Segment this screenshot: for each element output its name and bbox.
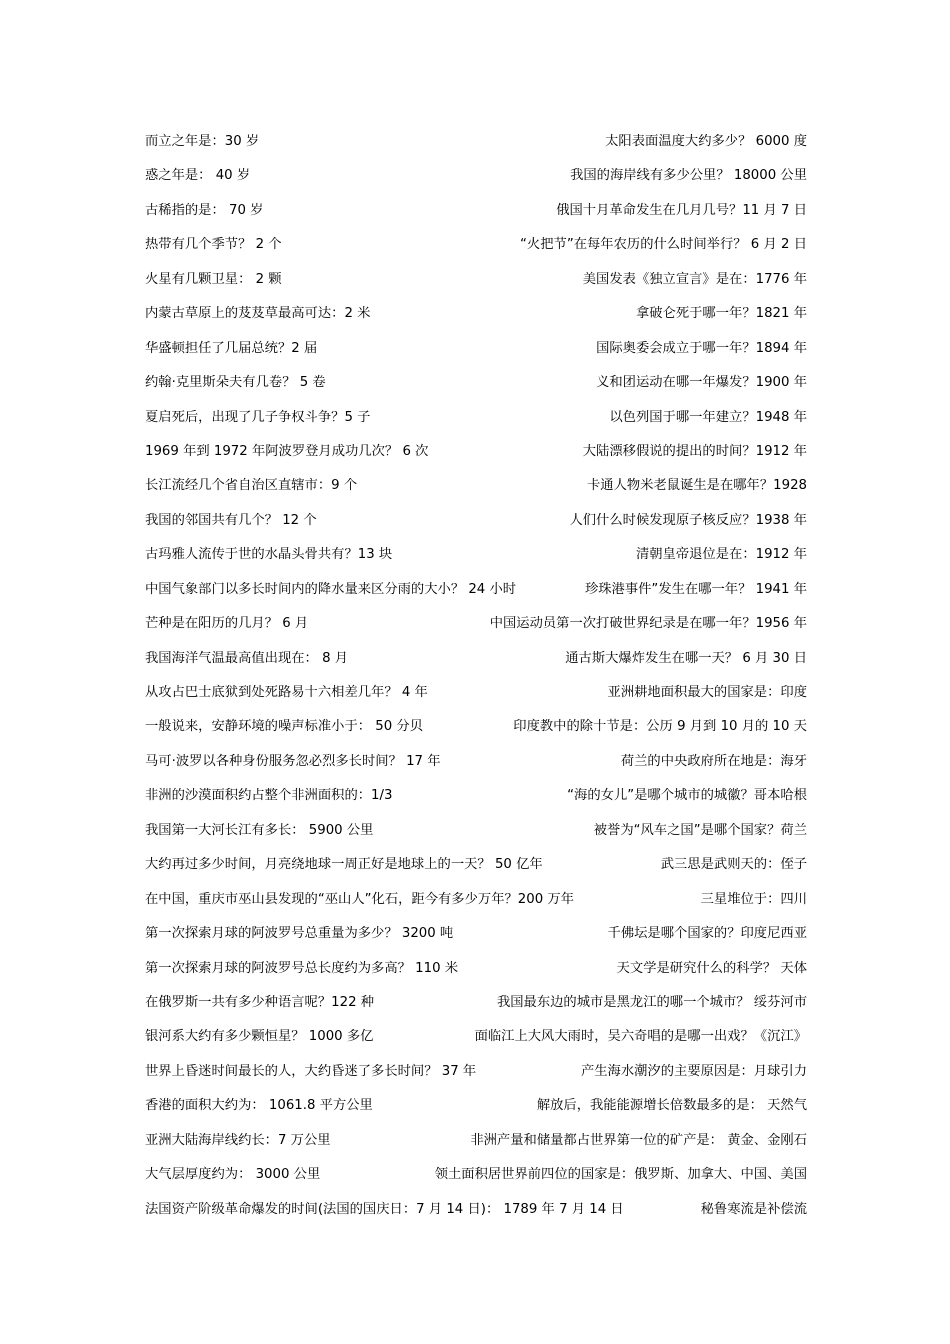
right-qa-text: 解放后，我能能源增长倍数最多的是： 天然气 <box>536 1098 807 1114</box>
qa-row <box>145 751 807 785</box>
right-qa-text: 三星堆位于：四川 <box>700 891 807 907</box>
left-qa-text: 夏启死后，出现了几子争权斗争？5 子 <box>145 409 371 425</box>
left-qa-text: 大气层厚度约为： 3000 公里 <box>145 1167 321 1183</box>
left-qa-text: 一般说来，安静环境的噪声标准小于： 50 分贝 <box>145 719 424 735</box>
left-qa-text: 法国资产阶级革命爆发的时间(法国的国庆日：7 月 14 日)： 1789 年 7 月 14 日 <box>145 1201 624 1217</box>
qa-row <box>145 441 807 475</box>
right-qa-text: 俄国十月革命发生在几月几号？11 月 7 日 <box>556 202 807 218</box>
left-qa-text: 古玛雅人流传于世的水晶头骨共有？13 块 <box>145 547 393 563</box>
qa-row <box>145 269 807 303</box>
right-qa-text: 产生海水潮汐的主要原因是：月球引力 <box>580 1063 807 1079</box>
right-qa-text: “海的女儿”是哪个城市的城徽？哥本哈根 <box>567 788 807 804</box>
qa-list <box>145 131 807 1233</box>
right-qa-text: 拿破仑死于哪一年？1821 年 <box>635 306 807 322</box>
left-qa-text: 世界上昏迷时间最长的人，大约昏迷了多长时间？ 37 年 <box>145 1063 477 1079</box>
right-qa-text: 义和团运动在哪一年爆发？1900 年 <box>596 375 807 391</box>
qa-row <box>145 338 807 372</box>
left-qa-text: 我国第一大河长江有多长： 5900 公里 <box>145 822 374 838</box>
right-qa-text: 我国最东边的城市是黑龙江的哪一个城市？ 绥芬河市 <box>496 994 807 1010</box>
right-qa-text: 国际奥委会成立于哪一年？1894 年 <box>596 340 807 356</box>
right-qa-text: 我国的海岸线有多少公里？ 18000 公里 <box>570 168 807 184</box>
left-qa-text: 内蒙古草原上的芨芨草最高可达：2 米 <box>145 306 371 322</box>
right-qa-text: 人们什么时候发现原子核反应？1938 年 <box>569 512 807 528</box>
left-qa-text: 中国气象部门以多长时间内的降水量来区分雨的大小？ 24 小时 <box>145 581 517 597</box>
right-qa-text: 美国发表《独立宣言》是在：1776 年 <box>582 271 807 287</box>
qa-row <box>145 200 807 234</box>
left-qa-text: 大约再过多少时间，月亮绕地球一周正好是地球上的一天？ 50 亿年 <box>145 857 543 873</box>
left-qa-text: 火星有几颗卫星： 2 颗 <box>145 271 282 287</box>
qa-row <box>145 648 807 682</box>
right-qa-text: 被誉为“风车之国”是哪个国家？荷兰 <box>593 822 807 838</box>
left-qa-text: 非洲的沙漠面积约占整个非洲面积的：1/3 <box>145 788 393 804</box>
qa-row <box>145 716 807 750</box>
right-qa-text: 千佛坛是哪个国家的？印度尼西亚 <box>607 926 807 942</box>
left-qa-text: 从攻占巴士底狱到处死路易十六相差几年？ 4 年 <box>145 685 428 700</box>
qa-row <box>145 510 807 544</box>
right-qa-text: 领土面积居世界前四位的国家是：俄罗斯、加拿大、中国、美国 <box>434 1167 807 1183</box>
left-qa-text: 马可·波罗以各种身份服务忽必烈多长时间？ 17 年 <box>145 753 441 769</box>
qa-row <box>145 1061 807 1095</box>
qa-row <box>145 1026 807 1060</box>
right-qa-text: 清朝皇帝退位是在：1912 年 <box>635 547 807 563</box>
right-qa-text: 面临江上大风大雨时，吴六奇唱的是哪一出戏？《沉江》 <box>474 1029 807 1045</box>
qa-row <box>145 131 807 165</box>
left-qa-text: 而立之年是：30 岁 <box>145 134 260 149</box>
right-qa-text: 通古斯大爆炸发生在哪一天？ 6 月 30 日 <box>565 650 807 666</box>
right-qa-text: 卡通人物米老鼠诞生是在哪年？1928 <box>587 478 807 494</box>
right-qa-text: 荷兰的中央政府所在地是：海牙 <box>620 753 807 769</box>
left-qa-text: 1969 年到 1972 年阿波罗登月成功几次？ 6 次 <box>145 443 429 459</box>
qa-row <box>145 854 807 888</box>
qa-row <box>145 372 807 406</box>
qa-row <box>145 958 807 992</box>
qa-row <box>145 1199 807 1233</box>
left-qa-text: 长江流经几个省自治区直辖市：9 个 <box>145 478 358 494</box>
qa-row <box>145 1164 807 1198</box>
left-qa-text: 惑之年是： 40 岁 <box>145 168 251 184</box>
qa-row <box>145 992 807 1026</box>
qa-row <box>145 923 807 957</box>
qa-row <box>145 303 807 337</box>
qa-row <box>145 1095 807 1129</box>
right-qa-text: 以色列国于哪一年建立？1948 年 <box>609 409 807 425</box>
right-qa-text: 印度教中的除十节是：公历 9 月到 10 月的 10 天 <box>513 719 807 735</box>
right-qa-text: 大陆漂移假说的提出的时间？1912 年 <box>582 443 807 459</box>
qa-row <box>145 407 807 441</box>
qa-row <box>145 1130 807 1164</box>
right-qa-text: 非洲产量和储量都占世界第一位的矿产是： 黄金、金刚石 <box>470 1132 807 1148</box>
qa-row <box>145 889 807 923</box>
right-qa-text: 珍珠港事件”发生在哪一年？ 1941 年 <box>584 581 807 597</box>
left-qa-text: 古稀指的是： 70 岁 <box>145 202 264 218</box>
qa-row <box>145 234 807 268</box>
left-qa-text: 在中国，重庆市巫山县发现的“巫山人”化石，距今有多少万年？200 万年 <box>145 891 574 907</box>
left-qa-text: 热带有几个季节？ 2 个 <box>145 237 282 253</box>
qa-row <box>145 820 807 854</box>
left-qa-text: 华盛顿担任了几届总统？2 届 <box>145 340 318 356</box>
right-qa-text: “火把节”在每年农历的什么时间举行？ 6 月 2 日 <box>520 237 807 253</box>
left-qa-text: 第一次探索月球的阿波罗号总长度约为多高？ 110 米 <box>145 960 459 976</box>
right-qa-text: 中国运动员第一次打破世界纪录是在哪一年？1956 年 <box>489 616 807 632</box>
left-qa-text: 芒种是在阳历的几月？ 6 月 <box>145 616 309 632</box>
left-qa-text: 香港的面积大约为： 1061.8 平方公里 <box>145 1098 373 1114</box>
right-qa-text: 太阳表面温度大约多少？ 6000 度 <box>605 134 807 149</box>
right-qa-text: 天文学是研究什么的科学？ 天体 <box>616 960 807 976</box>
left-qa-text: 银河系大约有多少颗恒星？ 1000 多亿 <box>145 1029 374 1045</box>
qa-row <box>145 579 807 613</box>
right-qa-text: 亚洲耕地面积最大的国家是：印度 <box>607 685 807 700</box>
left-qa-text: 我国海洋气温最高值出现在： 8 月 <box>145 650 349 666</box>
left-qa-text: 第一次探索月球的阿波罗号总重量为多少？ 3200 吨 <box>145 926 454 942</box>
qa-row <box>145 165 807 199</box>
left-qa-text: 在俄罗斯一共有多少种语言呢？122 种 <box>145 994 375 1010</box>
qa-row <box>145 613 807 647</box>
right-qa-text: 秘鲁寒流是补偿流 <box>700 1201 807 1217</box>
qa-row <box>145 785 807 819</box>
left-qa-text: 约翰·克里斯朵夫有几卷？ 5 卷 <box>145 375 326 391</box>
qa-row <box>145 544 807 578</box>
left-qa-text: 我国的邻国共有几个？ 12 个 <box>145 512 317 528</box>
right-qa-text: 武三思是武则天的：侄子 <box>660 857 807 873</box>
qa-row <box>145 475 807 509</box>
qa-row <box>145 682 807 716</box>
left-qa-text: 亚洲大陆海岸线约长：7 万公里 <box>145 1132 331 1148</box>
